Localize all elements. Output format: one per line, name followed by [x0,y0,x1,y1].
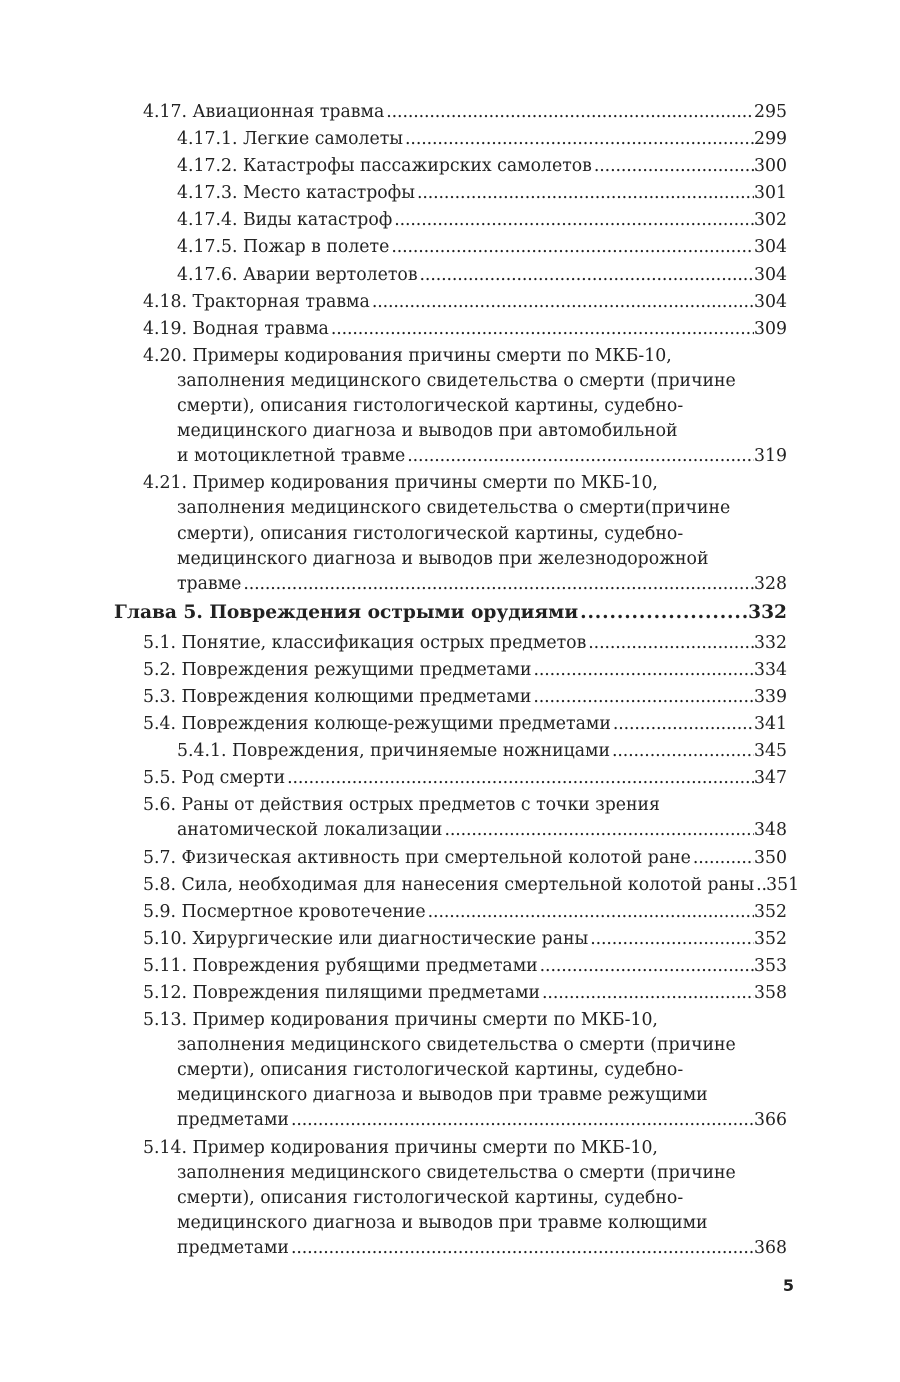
toc-page-number: 358 [754,983,787,1003]
toc-entry[interactable] [143,317,787,342]
dot-leader [403,127,754,152]
toc-entry-title-line: смерти), описания гистологической картины, судебно- [177,1187,684,1208]
toc-entry-title-line: 5.7. Физическая активность при смертельной колотой ране [143,847,691,868]
toc-entry-title-line: смерти), описания гистологической картины, судебно- [177,1060,684,1081]
toc-page-number: 319 [754,446,787,467]
toc-entry-title-line: 4.17.5. Пожар в полете [177,237,390,258]
dot-leader [540,981,754,1006]
toc-page-number: 339 [754,686,787,707]
toc-page-number: 334 [754,659,787,680]
toc-entry-title-line: 5.4. Повреждения колюще-режущими предметами [143,714,611,735]
toc-entry-title-line: медицинского диагноза и выводов при травме колющими [177,1212,708,1233]
dot-leader [426,900,754,925]
toc-entry[interactable] [143,766,787,791]
toc-entry[interactable] [143,1136,787,1261]
dot-leader [418,263,754,288]
toc-entry[interactable] [143,900,787,925]
toc-entry-title-line: 5.14. Пример кодирования причины смерти по МКБ-10, [143,1137,658,1158]
toc-entry-title-line: медицинского диагноза и выводов при автомобильной [177,421,678,442]
toc-entry[interactable] [143,100,787,125]
toc-entry-title-line: 4.19. Водная травма [143,318,329,339]
toc-page-number: 300 [754,156,787,177]
dot-leader [289,1108,754,1133]
toc-entry[interactable] [143,846,787,871]
dot-leader [329,317,754,342]
dot-leader [289,1236,754,1261]
table-of-contents [114,100,800,1263]
toc-entry[interactable] [143,290,787,315]
toc-entry[interactable] [177,181,787,206]
toc-page-number: 352 [754,928,787,949]
toc-entry[interactable] [143,712,787,737]
toc-entry-title-line: 5.2. Повреждения режущими предметами [143,659,532,680]
toc-entry-title-line: 4.17.1. Легкие самолеты [177,129,404,150]
toc-entry[interactable] [177,263,787,288]
toc-page-number: 353 [754,955,787,976]
dot-leader [588,927,754,952]
toc-entry-title-line: анатомической локализации [177,820,443,841]
toc-page-number: 299 [754,129,787,150]
toc-entry-title-line: заполнения медицинского свидетельства о смерти (причине [177,1162,736,1183]
toc-page-number: 304 [754,237,787,258]
toc-page-number: 328 [754,573,787,594]
dot-leader [538,954,754,979]
toc-entry-title-line: и мотоциклетной травме [177,446,406,467]
toc-entry[interactable] [177,154,787,179]
toc-page-number: 352 [754,901,787,922]
toc-chapter-entry[interactable] [114,600,787,626]
toc-entry-title-line: медицинского диагноза и выводов при железнодорожной [177,548,709,569]
toc-page-number: 351 [766,874,800,895]
toc-entry[interactable] [143,631,787,656]
toc-entry[interactable] [177,127,787,152]
toc-entry[interactable] [177,235,787,260]
toc-entry[interactable] [143,873,800,898]
toc-page-number: 345 [754,741,787,762]
toc-entry-title-line: предметами [177,1237,289,1258]
toc-page-number: 332 [748,601,787,623]
toc-entry-title-line: 4.21. Пример кодирования причины смерти по МКБ-10, [143,473,658,494]
toc-entry-title-line: 4.17.2. Катастрофы пассажирских самолетов [177,156,592,177]
dot-leader [389,235,754,260]
toc-entry-title-line: травме [177,573,242,594]
toc-entry-title-line: 5.12. Повреждения пилящими предметами [143,983,541,1003]
toc-entry[interactable] [143,793,787,843]
toc-page-number: 368 [754,1237,787,1258]
toc-entry-title-line: 4.18. Тракторная травма [143,291,370,312]
toc-entry-title-line: 5.13. Пример кодирования причины смерти по МКБ-10, [143,1010,658,1031]
toc-entry-title-line: 5.9. Посмертное кровотечение [143,901,426,922]
toc-entry[interactable] [143,981,787,1006]
dot-leader [578,600,748,626]
dot-leader [592,154,754,179]
dot-leader [392,208,754,233]
dot-leader [532,658,755,683]
dot-leader [415,181,754,206]
dot-leader [384,100,754,125]
toc-entry[interactable] [143,954,787,979]
toc-page-number: 366 [754,1110,787,1131]
dot-leader [754,873,766,898]
toc-page-number: 301 [754,183,787,204]
toc-entry-title-line: медицинского диагноза и выводов при травме режущими [177,1085,708,1106]
toc-entry-title-line: 4.17.3. Место катастрофы [177,183,415,204]
dot-leader [241,572,754,597]
dot-leader [442,818,754,843]
toc-entry-title-line: смерти), описания гистологической картины, судебно- [177,523,684,544]
toc-page-number: 350 [754,847,787,868]
toc-entry[interactable] [143,685,787,710]
toc-entry-title-line: смерти), описания гистологической картины, судебно- [177,396,684,417]
page-number: 5 [782,1276,794,1295]
toc-entry-title-line: 5.3. Повреждения колющими предметами [143,686,532,707]
toc-entry[interactable] [177,739,787,764]
toc-entry-title-line: 5.8. Сила, необходимая для нанесения смертельной колотой раны [143,874,755,895]
toc-entry[interactable] [143,658,787,683]
dot-leader [691,846,754,871]
toc-entry-title-line: заполнения медицинского свидетельства о смерти(причине [177,498,731,519]
dot-leader [611,712,754,737]
toc-page-number: 302 [754,210,787,231]
toc-entry[interactable] [143,344,787,469]
toc-page-number: 347 [754,768,787,789]
toc-entry-title-line: 5.6. Раны от действия острых предметов с точки зрения [143,795,660,816]
toc-page-number: 304 [754,264,787,285]
dot-leader [610,739,754,764]
toc-entry-title-line: предметами [177,1110,289,1131]
toc-entry-title-line: 4.17.6. Аварии вертолетов [177,264,418,285]
toc-entry[interactable] [177,208,787,233]
toc-page-number: 348 [754,820,787,841]
toc-entry-title-line: 4.17. Авиационная травма [143,102,385,122]
dot-leader [370,290,754,315]
toc-entry-title-line: 5.5. Род смерти [143,768,286,789]
toc-entry-title-line: 5.11. Повреждения рубящими предметами [143,955,538,976]
toc-entry-title-line: заполнения медицинского свидетельства о смерти (причине [177,1035,736,1056]
dot-leader [586,631,754,656]
toc-entry-title-line: 4.20. Примеры кодирования причины смерти по МКБ-10, [143,345,672,366]
toc-entry-title-line: 4.17.4. Виды катастроф [177,210,393,231]
toc-entry-title-line: заполнения медицинского свидетельства о смерти (причине [177,370,736,391]
toc-entry[interactable] [143,1008,787,1133]
toc-page-number: 341 [754,714,787,735]
toc-page-number: 332 [754,632,787,653]
dot-leader [405,444,754,469]
toc-entry-title-line: 5.10. Хирургические или диагностические раны [143,928,589,949]
toc-entry[interactable] [143,471,787,596]
toc-page-number: 309 [754,318,787,339]
toc-entry-title-line: 5.1. Понятие, классификация острых предметов [143,632,587,653]
toc-page-number: 304 [754,291,787,312]
toc-page-number: 295 [754,102,787,122]
toc-entry-title-line: 5.4.1. Повреждения, причиняемые ножницами [177,741,610,762]
dot-leader [285,766,754,791]
toc-entry-title-line: Глава 5. Повреждения острыми орудиями [114,601,579,623]
dot-leader [531,685,754,710]
toc-entry[interactable] [143,927,787,952]
